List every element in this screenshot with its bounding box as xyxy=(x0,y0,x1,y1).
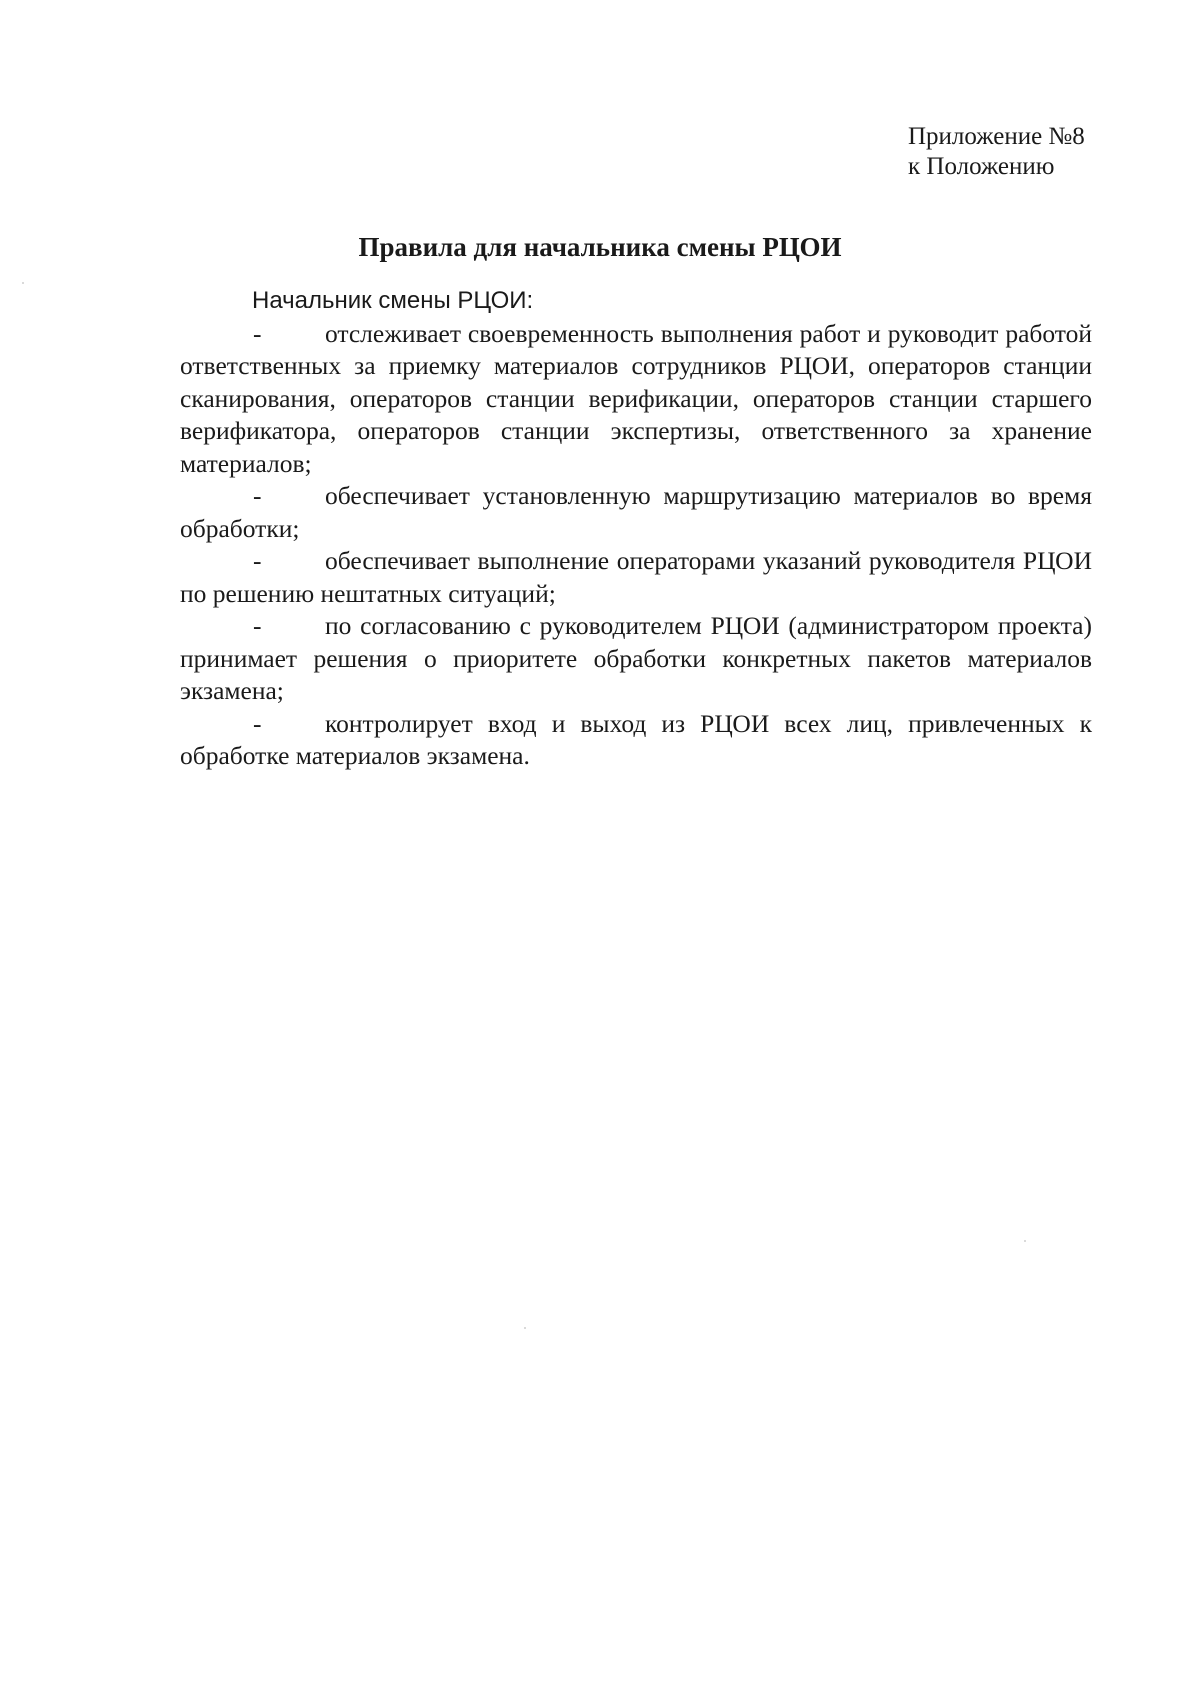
appendix-number: Приложение №8 xyxy=(908,123,1085,150)
list-item-text: отслеживает своевременность выполнения работ и руководит работой ответственных за приемку материалов сотрудников РЦОИ, операторов станции сканирования, операторов станции верификации, операторов станции старшего верификатора, операторов станции экспертизы, ответственного за хранение материалов; xyxy=(180,318,1092,478)
list-bullet: - xyxy=(253,318,262,348)
list-bullet: - xyxy=(253,546,262,575)
list-bullet: - xyxy=(253,481,262,510)
intro-line: Начальник смены РЦОИ: xyxy=(252,287,534,314)
document-body xyxy=(180,285,1092,773)
list-item xyxy=(180,610,1092,708)
list-item-text: по согласованию с руководителем РЦОИ (администратором проекта) принимает решения о приоритете обработки конкретных пакетов материалов экзамена; xyxy=(180,611,1092,705)
scan-speck xyxy=(1024,1240,1026,1242)
appendix-note xyxy=(908,122,1085,182)
appendix-reference: к Положению xyxy=(908,153,1055,180)
list-bullet: - xyxy=(253,708,262,738)
document-title: Правила для начальника смены РЦОИ xyxy=(358,232,842,262)
scan-speck xyxy=(22,282,24,284)
list-item xyxy=(180,480,1092,545)
list-bullet: - xyxy=(253,611,262,640)
list-item xyxy=(180,318,1092,481)
list-item xyxy=(180,545,1092,610)
list-item xyxy=(180,708,1092,773)
list-item-text: обеспечивает выполнение операторами указаний руководителя РЦОИ по решению нештатных ситуаций; xyxy=(180,546,1092,608)
scan-speck xyxy=(524,1327,526,1329)
list-item-text: обеспечивает установленную маршрутизацию материалов во время обработки; xyxy=(180,481,1092,543)
list-item-text: контролирует вход и выход из РЦОИ всех лиц, привлеченных к обработке материалов экзамена. xyxy=(180,708,1092,770)
